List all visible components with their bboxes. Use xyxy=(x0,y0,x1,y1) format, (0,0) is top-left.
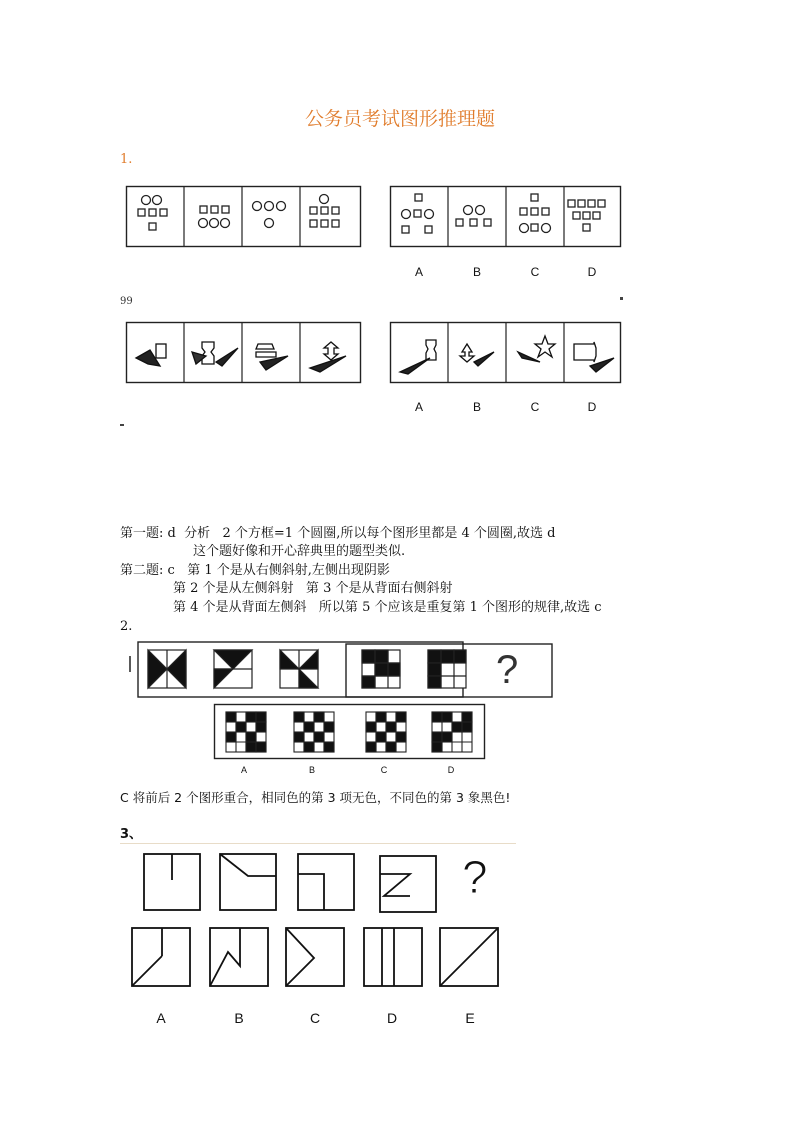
q1-option-d-label: D xyxy=(587,265,597,279)
q3-option-d-label: D xyxy=(386,1010,398,1026)
question-1-number: 1. xyxy=(120,152,133,167)
divider xyxy=(120,843,516,844)
q1b-options-figure xyxy=(390,322,622,384)
q1b-option-b-label: B xyxy=(472,400,481,414)
answer-2-line-1: 第二题: c 第 1 个是从右侧斜射,左侧出现阴影 xyxy=(120,563,390,578)
q3-option-b-label: B xyxy=(234,1010,244,1026)
answer-2-line-3: 第 4 个是从背面左侧斜 所以第 5 个应该是重复第 1 个图形的规律,故选 c xyxy=(173,600,602,615)
question-2-number: 2. xyxy=(120,619,133,634)
scan-speck xyxy=(120,424,124,426)
q3-option-c-label: C xyxy=(309,1010,321,1026)
q2-question-mark: ? xyxy=(496,648,519,692)
q2-option-d-label: D xyxy=(447,765,455,775)
q2-answer-text: C 将前后 2 个图形重合，相同色的第 3 项无色，不同色的第 3 象黑色! xyxy=(120,790,511,805)
scan-speck xyxy=(620,297,623,300)
q2-option-a-label: A xyxy=(240,765,247,775)
stray-mark: 99 xyxy=(120,296,133,307)
answer-1-line-1: 第一题: d 分析 2 个方框=1 个圆圈,所以每个图形里都是 4 个圆圈,故选 d xyxy=(120,526,556,541)
answer-2-line-2: 第 2 个是从左侧斜射 第 3 个是从背面右侧斜射 xyxy=(173,581,453,596)
q1-option-c-label: C xyxy=(530,265,540,279)
document-title: 公务员考试图形推理题 xyxy=(304,108,495,130)
q1-option-b-label: B xyxy=(472,265,481,279)
q1b-problem-figure xyxy=(126,322,362,384)
q3-options-figure xyxy=(128,924,508,994)
q2-problem-figure xyxy=(128,638,556,700)
q1-options-figure xyxy=(390,186,622,248)
q2-option-c-label: C xyxy=(380,765,388,775)
q1b-option-a-label: A xyxy=(414,400,423,414)
q3-option-e-label: E xyxy=(465,1010,475,1026)
q1-option-a-label: A xyxy=(414,265,423,279)
answer-1-line-2: 这个题好像和开心辞典里的题型类似. xyxy=(193,544,406,559)
q3-question-mark: ? xyxy=(462,851,488,903)
q1-problem-figure xyxy=(126,186,362,248)
q1b-option-c-label: C xyxy=(530,400,540,414)
q1b-option-d-label: D xyxy=(587,400,597,414)
q2-options-figure xyxy=(214,704,486,760)
q3-option-a-label: A xyxy=(156,1010,166,1026)
q2-option-b-label: B xyxy=(308,765,315,775)
question-3-number: 3、 xyxy=(120,827,143,842)
